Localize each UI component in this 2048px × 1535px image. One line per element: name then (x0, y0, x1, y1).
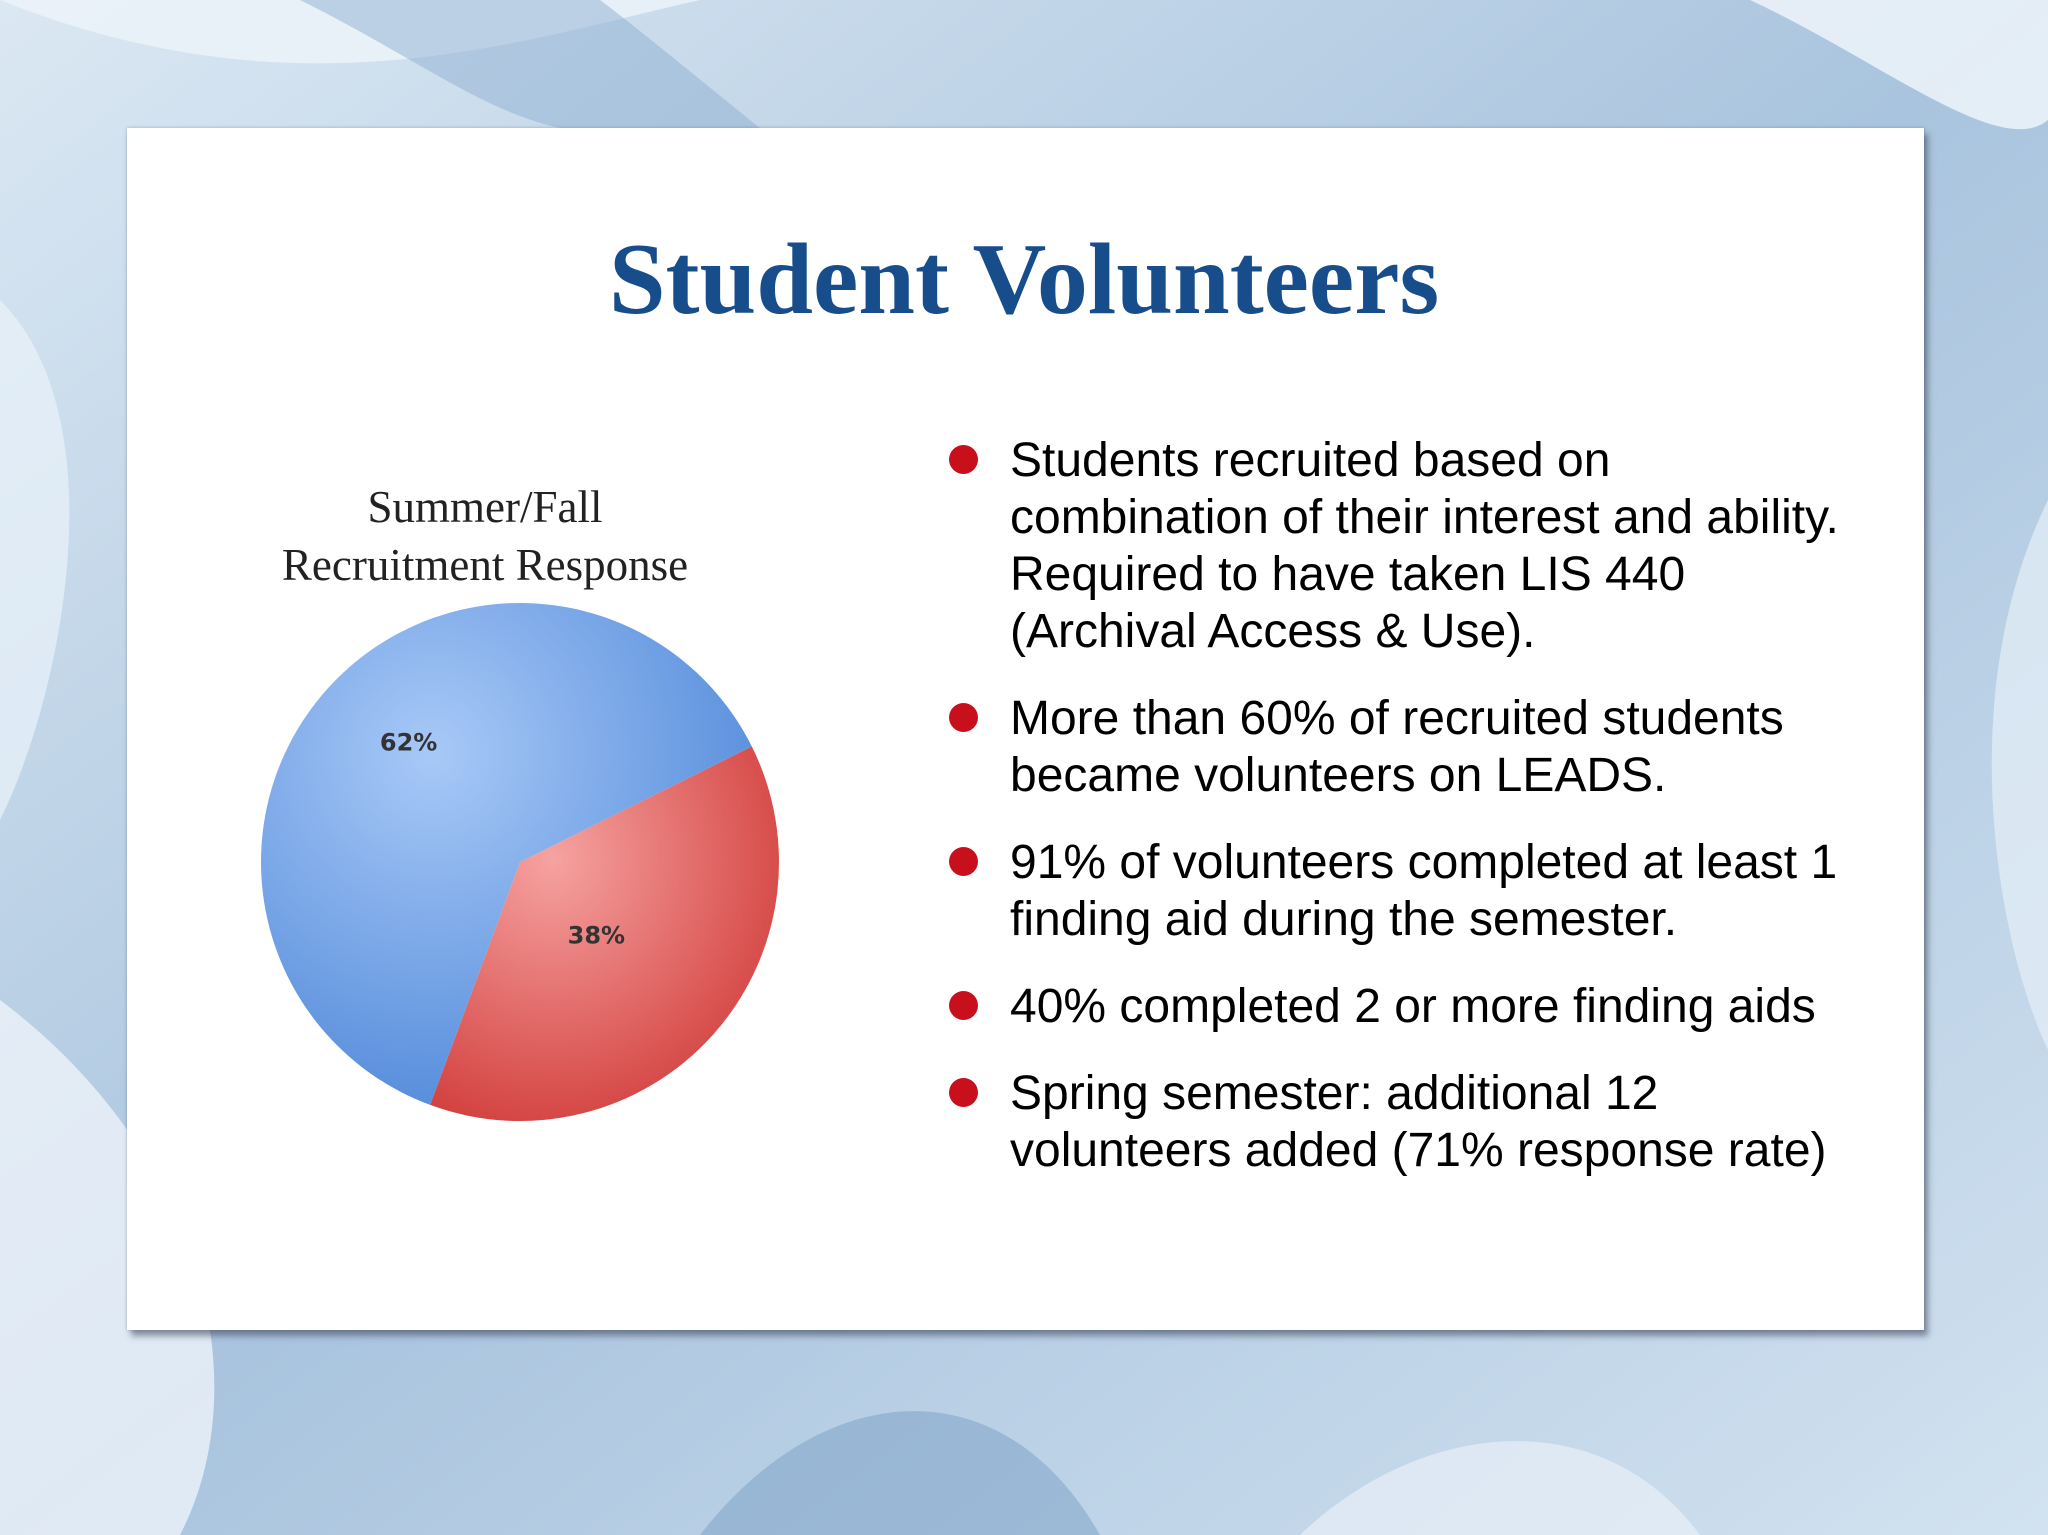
bullet-dot-icon (949, 1078, 978, 1107)
bullet-item (940, 978, 1940, 1035)
bullet-text: 91% of volunteers completed at least 1 finding aid during the semester. (1010, 836, 1838, 946)
bullet-text: More than 60% of recruited students became volunteers on LEADS. (1010, 692, 1784, 802)
bullet-text: Spring semester: additional 12 volunteers added (71% response rate) (1010, 1067, 1827, 1177)
bullet-text: Students recruited based on combination of their interest and ability. Required to have taken LIS 440 (Archival Access & Use). (1010, 434, 1839, 658)
pie-chart (240, 590, 800, 1150)
bullet-item (940, 1065, 1940, 1179)
bullet-dot-icon (949, 847, 978, 876)
bullet-list (940, 432, 1940, 1179)
pie-label-38: 38% (567, 921, 626, 950)
bullet-dot-icon (949, 991, 978, 1020)
bullet-item (940, 690, 1940, 804)
bullet-text: 40% completed 2 or more finding aids (1010, 980, 1816, 1033)
chart-title-line-1: Summer/Fall (367, 482, 603, 532)
slide-title: Student Volunteers (608, 223, 1440, 336)
chart-title (230, 478, 740, 594)
bullet-item (940, 432, 1940, 660)
bullet-dot-icon (949, 445, 978, 474)
chart-title-line-2: Recruitment Response (281, 540, 689, 590)
bullet-dot-icon (949, 703, 978, 732)
bullet-item (940, 834, 1940, 948)
pie-label-62: 62% (379, 728, 438, 757)
